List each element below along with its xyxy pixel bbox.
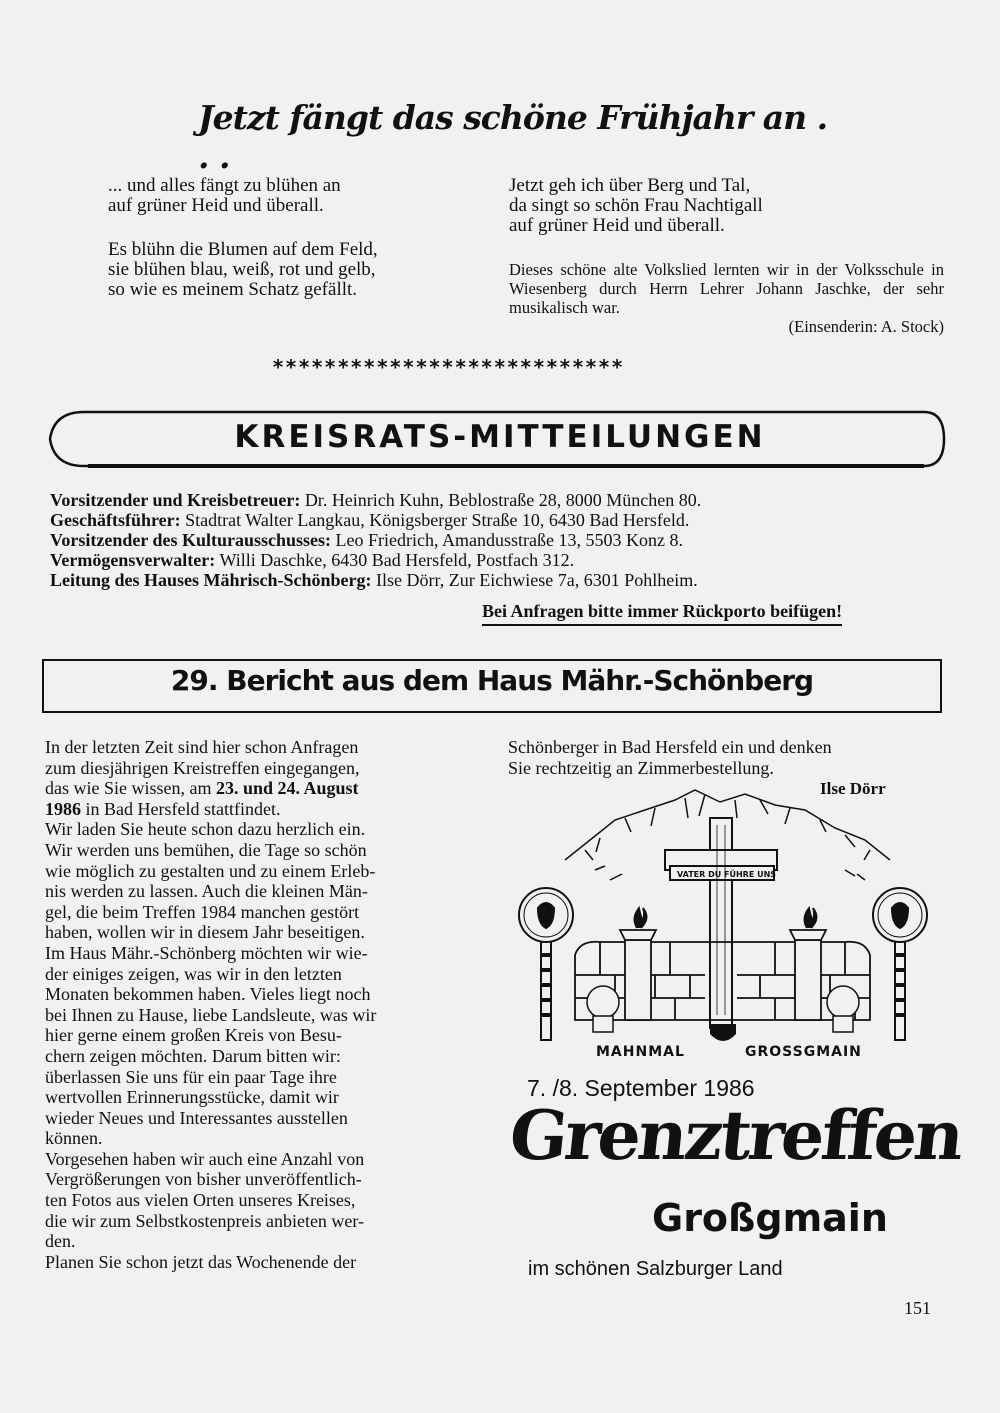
text-line: wertvollen Erinnerungsstücke, damit wir	[45, 1087, 339, 1108]
bericht-title: 29. Bericht aus dem Haus Mähr.-Schönberg	[170, 664, 814, 697]
info-line	[50, 550, 950, 570]
text-line: ten Fotos aus vielen Orten unseres Kreises,	[45, 1190, 356, 1211]
event-year: 1986	[45, 798, 81, 819]
kreisrat-info	[50, 490, 950, 590]
poem-title: Jetzt fängt das schöne Frühjahr an . . .	[198, 98, 828, 176]
text-line: wie möglich zu gestalten und zu einem Erleb-	[45, 860, 376, 881]
text-line: Schönberger in Bad Hersfeld ein und denken	[508, 737, 832, 757]
text-line: wieder Neues und Interessantes ausstellen	[45, 1107, 348, 1128]
text-line: Wir laden Sie heute schon dazu herzlich ein.	[45, 819, 366, 840]
austria-border-post	[519, 888, 573, 1040]
poem-note	[509, 260, 944, 336]
text-line: Wir werden uns bemühen, die Tage so schön	[45, 839, 367, 860]
poem-right-column	[509, 176, 944, 336]
right-torch-pillar	[790, 908, 826, 1020]
text-line: Vorgesehen haben wir auch eine Anzahl von	[45, 1148, 365, 1169]
grossgmain-label: GROSSGMAIN	[745, 1044, 862, 1060]
text-line	[45, 778, 478, 799]
signature-ilse-doerr: Ilse Dörr	[820, 779, 886, 798]
info-line	[50, 530, 950, 550]
text-line: hier gerne einem großen Kreis von Besu-	[45, 1025, 342, 1046]
poem-stanza-1	[108, 176, 468, 216]
poem-line: so wie es meinem Schatz gefällt.	[108, 279, 358, 300]
info-text: Dr. Heinrich Kuhn, Beblostraße 28, 8000 München 80.	[300, 490, 702, 510]
grenztreffen-heading: Grenztreffen	[505, 1096, 966, 1176]
text-line: haben, wollen wir in diesem Jahr beseitigen.	[45, 922, 365, 943]
info-line	[50, 490, 950, 510]
info-role: Leitung des Hauses Mährisch-Schönberg:	[50, 570, 372, 590]
info-role: Geschäftsführer:	[50, 510, 181, 530]
text-line: der einiges zeigen, was wir in den letzten	[45, 963, 342, 984]
coat-of-arms-icon	[710, 1024, 736, 1041]
poem-note-text: Dieses schöne alte Volkslied lernten wir in der Volksschule in Wiesenberg durch Herrn Lehrer Johann Jaschke, der sehr musikalisch war.	[509, 260, 944, 317]
poem-line: Jetzt geh ich über Berg und Tal,	[509, 175, 751, 196]
text-line: zum diesjährigen Kreistreffen eingegangen,	[45, 757, 360, 778]
text-line: Vergrößerungen von bisher unveröffentlich-	[45, 1169, 362, 1190]
kreisrat-title: KREISRATS-MITTEILUNGEN	[234, 419, 766, 455]
info-text: Ilse Dörr, Zur Eichwiese 7a, 6301 Pohlheim.	[371, 570, 698, 590]
info-text: Leo Friedrich, Amandusstraße 13, 5503 Konz 8.	[331, 530, 683, 550]
poem-line: Es blühn die Blumen auf dem Feld,	[108, 239, 378, 260]
text-line: den.	[45, 1231, 76, 1252]
memorial-illustration	[505, 780, 945, 1045]
info-line	[50, 570, 950, 590]
text-fragment: in Bad Hersfeld stattfindet.	[81, 798, 281, 819]
text-line: chern zeigen möchten. Darum bitten wir:	[45, 1045, 341, 1066]
poem-stanza-3	[509, 176, 944, 236]
poem-sender: (Einsenderin: A. Stock)	[788, 317, 944, 336]
poem-line: ... und alles fängt zu blühen an	[108, 175, 341, 196]
info-role: Vermögensverwalter:	[50, 550, 216, 570]
event-date: 23. und 24. August	[215, 778, 359, 799]
poem-line: auf grüner Heid und überall.	[509, 215, 725, 236]
salzburger-land-subtitle: im schönen Salzburger Land	[528, 1258, 783, 1280]
info-text: Stadtrat Walter Langkau, Königsberger Straße 10, 6430 Bad Hersfeld.	[180, 510, 690, 530]
grossgmain-heading: Großgmain	[652, 1196, 888, 1240]
info-role: Vorsitzender des Kulturausschusses:	[50, 530, 332, 550]
text-line: Monaten bekommen haben. Vieles liegt noch	[45, 984, 371, 1005]
germany-border-post	[873, 888, 927, 1040]
bericht-left-column	[45, 737, 478, 1272]
text-line: bei Ihnen zu Hause, liebe Landsleute, was wir	[45, 1004, 377, 1025]
text-line: Im Haus Mähr.-Schönberg möchten wir wie-	[45, 942, 368, 963]
text-line: Planen Sie schon jetzt das Wochenende der	[45, 1251, 357, 1272]
info-role: Vorsitzender und Kreisbetreuer:	[50, 490, 301, 510]
text-line	[45, 799, 478, 820]
poem-line: da singt so schön Frau Nachtigall	[509, 195, 763, 216]
text-line: In der letzten Zeit sind hier schon Anfragen	[45, 737, 359, 757]
poem-line: auf grüner Heid und überall.	[108, 195, 324, 216]
text-fragment: das wie Sie wissen, am	[45, 778, 216, 799]
left-shrub	[587, 986, 619, 1032]
text-line: können.	[45, 1128, 103, 1149]
text-line: überlassen Sie uns für ein paar Tage ihre	[45, 1066, 337, 1087]
poem-line: sie blühen blau, weiß, rot und gelb,	[108, 259, 376, 280]
page-number: 151	[904, 1298, 931, 1318]
star-divider: ***************************	[272, 355, 625, 379]
plaque-text: VATER DU FÜHRE UNS	[677, 870, 777, 879]
left-torch-pillar	[620, 908, 656, 1020]
mahnmal-label: MAHNMAL	[596, 1044, 685, 1060]
info-line	[50, 510, 950, 530]
text-line: nis werden zu lassen. Auch die kleinen Män-	[45, 881, 368, 902]
bericht-right-column	[508, 737, 942, 778]
poem-stanza-2	[108, 240, 468, 300]
right-shrub	[827, 986, 859, 1032]
poem-left-column	[108, 176, 468, 322]
text-line: die wir zum Selbstkostenpreis anbieten wer-	[45, 1210, 365, 1231]
event-date-poster: 7. /8. September 1986	[527, 1075, 755, 1101]
text-line: gel, die beim Treffen 1984 manchen gestört	[45, 901, 360, 922]
rueckporto-note: Bei Anfragen bitte immer Rückporto beifügen!	[482, 601, 842, 626]
text-line: Sie rechtzeitig an Zimmerbestellung.	[508, 757, 774, 778]
info-text: Willi Daschke, 6430 Bad Hersfeld, Postfach 312.	[215, 550, 575, 570]
